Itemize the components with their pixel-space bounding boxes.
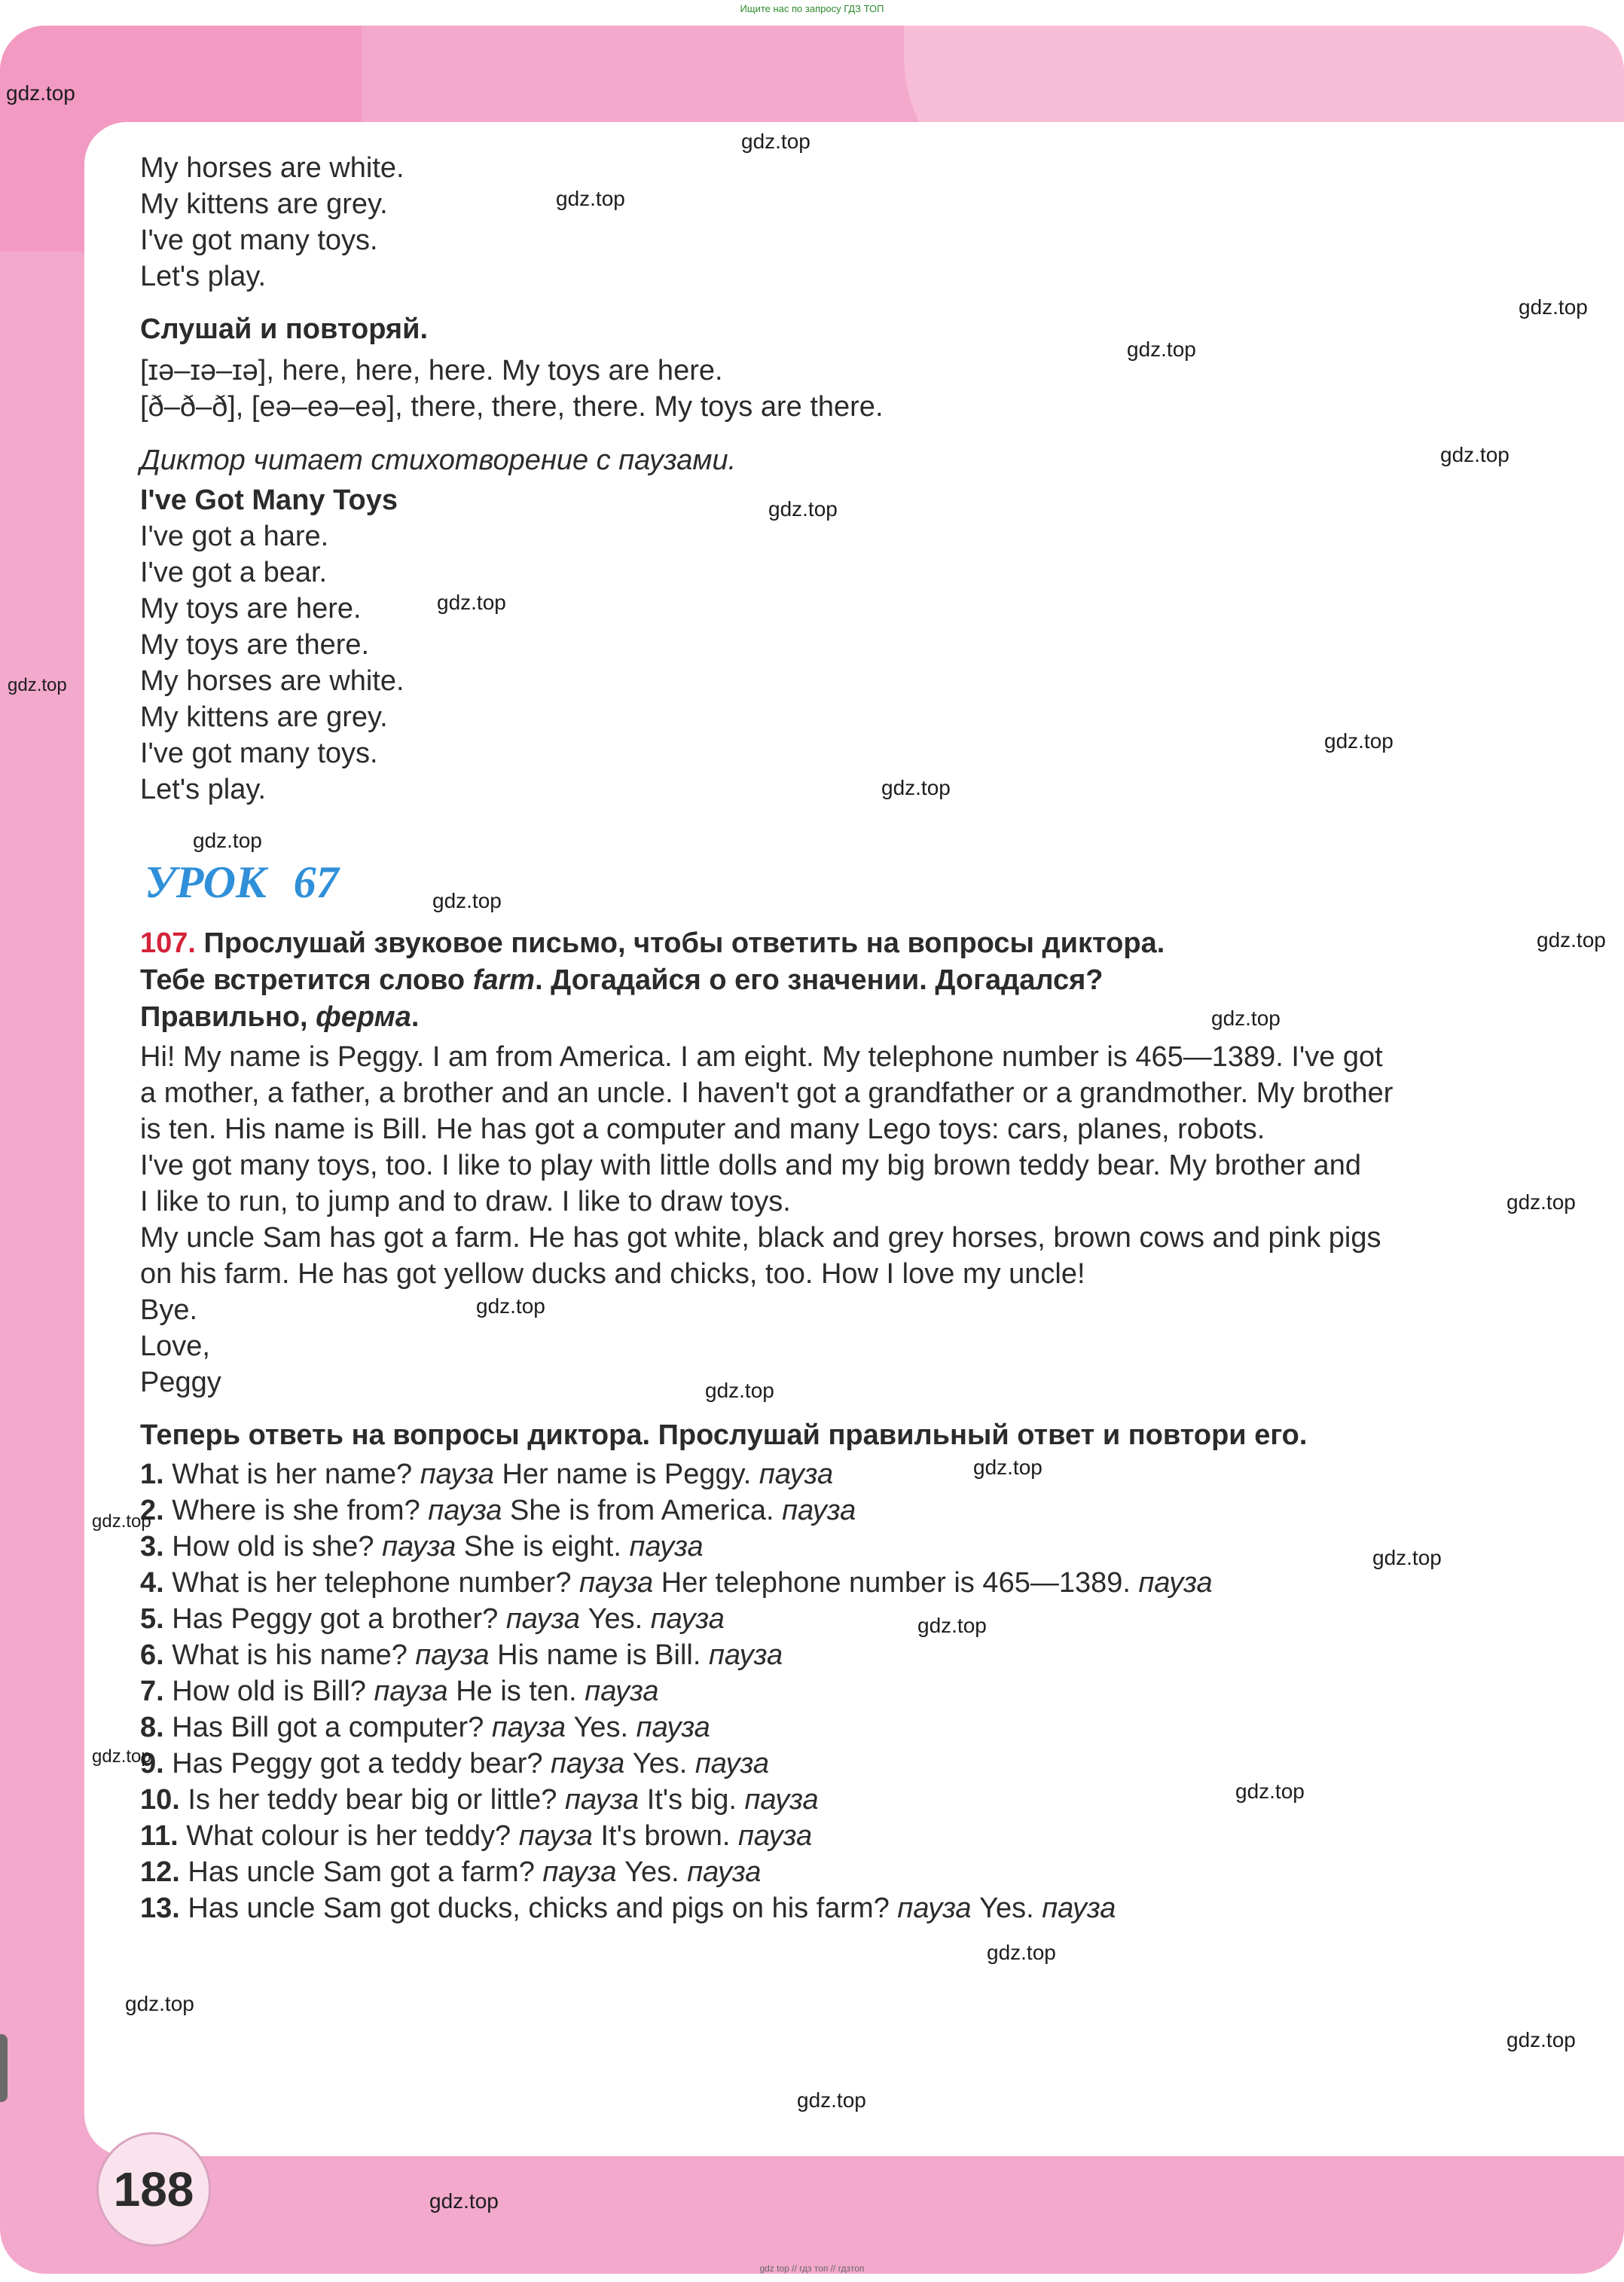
poem-line: My kittens are grey. [140,188,388,220]
letter-line: Bye. [140,1294,198,1326]
qa-number: 5. [140,1603,164,1635]
qa-item [140,1638,783,1673]
qa-pause: пауза [782,1495,856,1526]
page-number: 188 [96,2132,211,2247]
exercise-number: 107. [140,927,196,959]
qa-pause: пауза [759,1459,834,1490]
instruction-keyword: ферма [316,1001,411,1033]
watermark: gdz.top [768,497,838,521]
qa-answer: Her telephone number is 465—1389. [661,1567,1131,1599]
watermark: gdz.top [8,675,67,695]
exercise-instruction-text: Прослушай звуковое письмо, чтобы ответить на вопросы диктора. [203,927,1165,959]
qa-pause: пауза [551,1748,625,1779]
announcer-line: Диктор читает стихотворение с паузами. [140,444,737,476]
lesson-heading [145,857,339,909]
poem-line: I've got a hare. [140,521,329,552]
qa-answer: Yes. [979,1893,1034,1924]
watermark: gdz.top [973,1456,1042,1479]
qa-answer: It's brown. [600,1820,731,1852]
qa-question: Is her teddy bear big or little? [188,1784,557,1816]
qa-pause: пауза [518,1820,593,1852]
qa-number: 3. [140,1531,164,1563]
lesson-number: 67 [293,857,339,907]
watermark: gdz.top [92,1746,151,1767]
qa-pause: пауза [382,1531,456,1563]
qa-question: Has uncle Sam got ducks, chicks and pigs on his farm? [188,1893,890,1924]
qa-item [140,1710,710,1745]
qa-answer: His name is Bill. [497,1639,701,1671]
phonetic-line: [ð–ð–ð], [eə–eə–eə], there, there, there. My toys are there. [140,391,884,423]
instruction-text: Тебе встретится слово [140,964,473,996]
watermark: gdz.top [1440,443,1510,466]
qa-number: 6. [140,1639,164,1671]
qa-answer: Yes. [632,1748,688,1779]
lesson-word: УРОК [145,857,267,907]
letter-line: I like to run, to jump and to draw. I like to draw toys. [140,1186,791,1217]
qa-question: Has Bill got a computer? [172,1712,484,1743]
qa-pause: пауза [650,1603,725,1635]
watermark: gdz.top [92,1511,151,1532]
watermark: gdz.top [125,1992,194,2015]
watermark: gdz.top [429,2189,499,2213]
letter-line: I've got many toys, too. I like to play with little dolls and my big brown teddy bear. My brother and [140,1150,1361,1181]
qa-question: Has uncle Sam got a farm? [188,1856,535,1888]
qa-pause: пауза [374,1676,448,1707]
qa-number: 4. [140,1567,164,1599]
qa-pause: пауза [636,1712,710,1743]
qa-pause: пауза [505,1603,581,1635]
letter-line: a mother, a father, a brother and an uncle. I haven't got a grandfather or a grandmother. My brother [140,1077,1394,1109]
qa-number: 2. [140,1495,164,1526]
watermark: gdz.top [6,81,75,105]
qa-number: 8. [140,1712,164,1743]
phonetic-line: [ɪə–ɪə–ɪə], here, here, here. My toys are here. [140,355,723,386]
qa-number: 11. [140,1820,179,1852]
qa-pause: пауза [687,1856,762,1888]
exercise-instruction [140,963,1104,997]
qa-pause: пауза [744,1784,819,1816]
watermark: gdz.top [1537,928,1606,952]
qa-question: What is her telephone number? [172,1567,572,1599]
watermark: gdz.top [1127,338,1196,361]
qa-item [140,1529,704,1564]
listen-heading: Слушай и повторяй. [140,313,429,345]
qa-answer: Her name is Peggy. [502,1459,752,1490]
qa-pause: пауза [420,1459,494,1490]
qa-pause: пауза [491,1712,566,1743]
qa-pause: пауза [694,1748,770,1779]
letter-line: Peggy [140,1367,221,1398]
qa-pause: пауза [708,1639,783,1671]
poem-line: My toys are there. [140,629,370,661]
qa-question: Has Peggy got a teddy bear? [172,1748,543,1779]
top-note: Ищите нас по запросу ГДЗ ТОП [740,3,884,14]
qa-answer: Yes. [573,1712,629,1743]
watermark: gdz.top [741,130,810,153]
answer-heading: Теперь ответь на вопросы диктора. Прослушай правильный ответ и повтори его. [140,1419,1308,1451]
qa-answer: Yes. [588,1603,643,1635]
watermark: gdz.top [432,889,502,912]
watermark: gdz.top [1211,1007,1281,1030]
bottom-note: gdz top // гдз топ // гдзтоп [759,2263,865,2274]
poem-line: My kittens are grey. [140,701,388,733]
letter-line: is ten. His name is Bill. He has got a computer and many Lego toys: cars, planes, robots. [140,1114,1265,1145]
watermark: gdz.top [1324,729,1394,753]
qa-pause: пауза [1042,1893,1116,1924]
watermark: gdz.top [193,829,262,852]
watermark: gdz.top [1506,2028,1576,2051]
qa-answer: She is from America. [510,1495,774,1526]
watermark: gdz.top [1235,1779,1305,1803]
qa-number: 9. [140,1748,164,1779]
qa-pause: пауза [579,1567,654,1599]
qa-item [140,1746,769,1781]
qa-pause: пауза [542,1856,617,1888]
qa-pause: пауза [629,1531,704,1563]
poem-line: My horses are white. [140,152,404,184]
letter-line: Hi! My name is Peggy. I am from America. I am eight. My telephone number is 465—1389. I've got [140,1041,1383,1073]
qa-item [140,1566,1213,1600]
instruction-text: . Догадайся о его значении. Догадался? [535,964,1104,996]
qa-answer: She is eight. [463,1531,621,1563]
instruction-text: Правильно, [140,1001,316,1033]
watermark: gdz.top [556,187,625,210]
watermark: gdz.top [917,1614,987,1637]
qa-pause: пауза [428,1495,502,1526]
watermark: gdz.top [705,1379,774,1402]
qa-answer: It's big. [646,1784,737,1816]
qa-item [140,1783,819,1817]
poem-line: I've got a bear. [140,557,328,588]
letter-line: My uncle Sam has got a farm. He has got white, black and grey horses, brown cows and pink pigs [140,1222,1381,1254]
qa-pause: пауза [565,1784,640,1816]
exercise-instruction [140,926,1165,961]
watermark: gdz.top [1506,1190,1576,1214]
letter-line: on his farm. He has got yellow ducks and chicks, too. How I love my uncle! [140,1258,1085,1290]
qa-item [140,1819,812,1853]
instruction-keyword: farm [472,964,536,996]
qa-question: Has Peggy got a brother? [172,1603,499,1635]
poem-line: My horses are white. [140,665,404,697]
qa-item [140,1602,725,1636]
qa-answer: Yes. [624,1856,679,1888]
qa-pause: пауза [1138,1567,1213,1599]
qa-pause: пауза [738,1820,813,1852]
watermark: gdz.top [1372,1546,1442,1569]
poem-line: Let's play. [140,261,267,292]
instruction-text: . [411,1001,420,1033]
watermark: gdz.top [1519,295,1588,319]
watermark: gdz.top [987,1941,1056,1964]
qa-item [140,1457,833,1492]
page-edge [0,2034,8,2102]
qa-item [140,1674,658,1709]
qa-question: How old is Bill? [172,1676,366,1707]
poem-line: Let's play. [140,774,267,805]
watermark: gdz.top [437,591,506,614]
poem-title: I've Got Many Toys [140,484,398,516]
poem-line: My toys are here. [140,593,362,625]
letter-line: Love, [140,1330,210,1362]
qa-pause: пауза [415,1639,490,1671]
qa-number: 13. [140,1893,180,1924]
qa-question: What is her name? [172,1459,413,1490]
poem-line: I've got many toys. [140,225,378,256]
watermark: gdz.top [797,2088,866,2112]
qa-number: 10. [140,1784,180,1816]
qa-number: 7. [140,1676,164,1707]
qa-item [140,1493,856,1528]
qa-answer: He is ten. [456,1676,577,1707]
watermark: gdz.top [476,1294,545,1318]
qa-number: 12. [140,1856,180,1888]
qa-item [140,1855,761,1889]
qa-question: How old is she? [172,1531,374,1563]
qa-question: What is his name? [172,1639,408,1671]
qa-question: What colour is her teddy? [186,1820,511,1852]
exercise-instruction [140,1000,419,1034]
qa-item [140,1891,1116,1926]
qa-pause: пауза [897,1893,972,1924]
qa-number: 1. [140,1459,164,1490]
qa-question: Where is she from? [172,1495,420,1526]
poem-line: I've got many toys. [140,738,378,769]
watermark: gdz.top [881,776,951,799]
qa-pause: пауза [585,1676,659,1707]
